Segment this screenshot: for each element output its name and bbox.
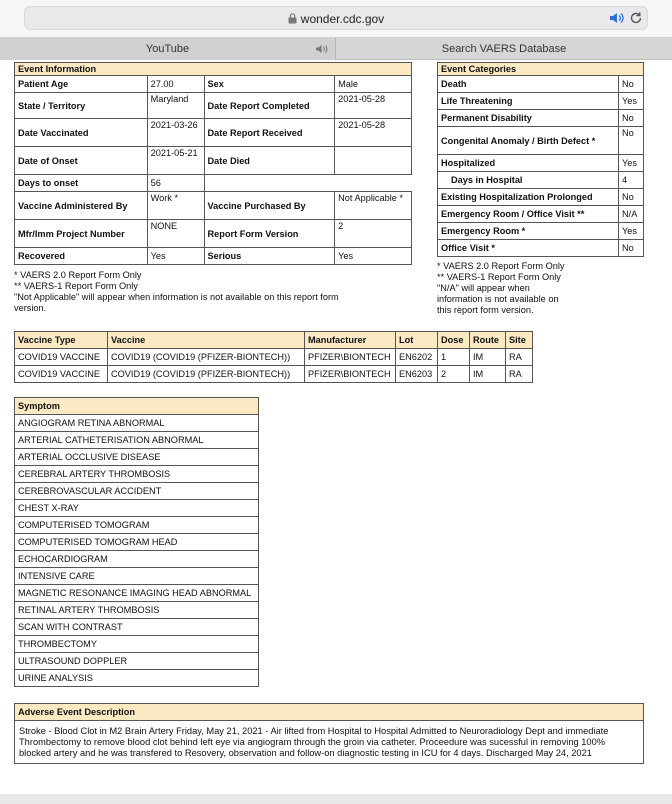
- table-cell: IM: [470, 366, 506, 383]
- label: State / Territory: [15, 93, 148, 119]
- label: Vaccine Administered By: [15, 192, 148, 220]
- sex-value: Male: [335, 76, 412, 93]
- event-categories-table: [437, 62, 644, 257]
- label: Congenital Anomaly / Birth Defect *: [438, 127, 619, 155]
- symptom-item: RETINAL ARTERY THROMBOSIS: [15, 602, 259, 619]
- table-row: [15, 349, 533, 366]
- list-item: [15, 534, 259, 551]
- column-header: Vaccine: [108, 332, 305, 349]
- label: Life Threatening: [438, 93, 619, 110]
- list-item: [15, 602, 259, 619]
- value: No: [619, 127, 644, 155]
- table-cell: 1: [438, 349, 470, 366]
- symptom-item: ANGIOGRAM RETINA ABNORMAL: [15, 415, 259, 432]
- symptom-item: CEREBROVASCULAR ACCIDENT: [15, 483, 259, 500]
- label: Date of Onset: [15, 147, 148, 175]
- reload-icon[interactable]: [629, 11, 643, 25]
- table-row: [15, 366, 533, 383]
- mfr-value: NONE: [147, 220, 204, 248]
- value: Yes: [619, 93, 644, 110]
- symptom-item: CHEST X-RAY: [15, 500, 259, 517]
- event-categories-notes: [437, 261, 647, 316]
- vax-purchased-by-value: Not Applicable *: [335, 192, 412, 220]
- lock-icon: [288, 13, 297, 24]
- table-cell: IM: [470, 349, 506, 366]
- event-information-header: Event Information: [15, 63, 412, 76]
- vax-admin-by-value: Work *: [147, 192, 204, 220]
- table-cell: PFIZER\BIONTECH: [305, 366, 396, 383]
- symptom-item: ARTERIAL OCCLUSIVE DISEASE: [15, 449, 259, 466]
- list-item: [15, 500, 259, 517]
- url-display[interactable]: [25, 12, 647, 26]
- label: Date Report Received: [204, 119, 335, 147]
- label: Serious: [204, 248, 335, 265]
- table-cell: 2: [438, 366, 470, 383]
- tab-label: YouTube: [145, 43, 190, 55]
- label: Date Vaccinated: [15, 119, 148, 147]
- list-item: [15, 585, 259, 602]
- table-cell: EN6202: [396, 349, 438, 366]
- column-header: Dose: [438, 332, 470, 349]
- list-item: [15, 517, 259, 534]
- list-item: [15, 432, 259, 449]
- symptom-item: SCAN WITH CONTRAST: [15, 619, 259, 636]
- list-item: [15, 653, 259, 670]
- value: No: [619, 76, 644, 93]
- table-cell: COVID19 (COVID19 (PFIZER-BIONTECH)): [108, 366, 305, 383]
- note: "N/A" will appear when: [437, 283, 530, 293]
- symptom-item: INTENSIVE CARE: [15, 568, 259, 585]
- symptom-item: COMPUTERISED TOMOGRAM: [15, 517, 259, 534]
- date-report-received-value: 2021-05-28: [335, 119, 412, 147]
- value: No: [619, 110, 644, 127]
- table-cell: COVID19 (COVID19 (PFIZER-BIONTECH)): [108, 349, 305, 366]
- note: ** VAERS-1 Report Form Only: [437, 272, 561, 282]
- recovered-value: Yes: [147, 248, 204, 265]
- symptom-item: URINE ANALYSIS: [15, 670, 259, 687]
- event-info-notes: [14, 270, 412, 314]
- list-item: [15, 551, 259, 568]
- symptom-item: THROMBECTOMY: [15, 636, 259, 653]
- dock-strip: [0, 794, 672, 804]
- symptom-header: Symptom: [15, 398, 259, 415]
- symptom-table: [14, 397, 259, 687]
- label: Death: [438, 76, 619, 93]
- value: No: [619, 189, 644, 206]
- label: Report Form Version: [204, 220, 335, 248]
- empty-cell: [204, 175, 411, 192]
- label: Existing Hospitalization Prolonged: [438, 189, 619, 206]
- list-item: [15, 483, 259, 500]
- value: Yes: [619, 155, 644, 172]
- column-header: Vaccine Type: [15, 332, 108, 349]
- adverse-event-table: [14, 703, 644, 764]
- value: No: [619, 240, 644, 257]
- column-header: Lot: [396, 332, 438, 349]
- value: 4: [619, 172, 644, 189]
- column-header: Manufacturer: [305, 332, 396, 349]
- list-item: [15, 415, 259, 432]
- value: Yes: [619, 223, 644, 240]
- table-cell: COVID19 VACCINE: [15, 349, 108, 366]
- address-bar[interactable]: [24, 6, 648, 30]
- event-information-table: [14, 62, 412, 265]
- speaker-icon[interactable]: [315, 44, 329, 54]
- browser-toolbar: [0, 0, 672, 38]
- days-onset-value: 56: [147, 175, 204, 192]
- column-header: Route: [470, 332, 506, 349]
- patient-age-value: 27.00: [147, 76, 204, 93]
- date-report-completed-value: 2021-05-28: [335, 93, 412, 119]
- url-text: wonder.cdc.gov: [300, 12, 385, 26]
- label: Permanent Disability: [438, 110, 619, 127]
- note: "Not Applicable" will appear when information is not available on this report form: [14, 292, 339, 302]
- symptom-item: CEREBRAL ARTERY THROMBOSIS: [15, 466, 259, 483]
- table-cell: EN6203: [396, 366, 438, 383]
- label: Vaccine Purchased By: [204, 192, 335, 220]
- table-cell: PFIZER\BIONTECH: [305, 349, 396, 366]
- speaker-icon[interactable]: [609, 11, 625, 25]
- table-cell: RA: [506, 366, 533, 383]
- label: Emergency Room *: [438, 223, 619, 240]
- table-cell: COVID19 VACCINE: [15, 366, 108, 383]
- adverse-event-header: Adverse Event Description: [15, 704, 644, 721]
- label: Hospitalized: [438, 155, 619, 172]
- note: this report form version.: [437, 305, 534, 315]
- tab-youtube[interactable]: [0, 38, 336, 60]
- label: Emergency Room / Office Visit **: [438, 206, 619, 223]
- symptom-item: ULTRASOUND DOPPLER: [15, 653, 259, 670]
- list-item: [15, 636, 259, 653]
- state-value: Maryland: [147, 93, 204, 119]
- value: N/A: [619, 206, 644, 223]
- column-header: Site: [506, 332, 533, 349]
- serious-value: Yes: [335, 248, 412, 265]
- event-categories-header: Event Categories: [438, 63, 644, 76]
- label: Sex: [204, 76, 335, 93]
- tab-label: Search VAERS Database: [441, 43, 567, 55]
- symptom-item: ECHOCARDIOGRAM: [15, 551, 259, 568]
- vaccine-table: [14, 331, 533, 383]
- label: Days in Hospital: [438, 172, 619, 189]
- label: Days to onset: [15, 175, 148, 192]
- label: Patient Age: [15, 76, 148, 93]
- list-item: [15, 619, 259, 636]
- note: * VAERS 2.0 Report Form Only: [437, 261, 565, 271]
- symptom-item: MAGNETIC RESONANCE IMAGING HEAD ABNORMAL: [15, 585, 259, 602]
- note: version.: [14, 303, 47, 313]
- symptom-item: COMPUTERISED TOMOGRAM HEAD: [15, 534, 259, 551]
- list-item: [15, 568, 259, 585]
- list-item: [15, 466, 259, 483]
- tab-bar: [0, 38, 672, 60]
- list-item: [15, 449, 259, 466]
- label: Date Report Completed: [204, 93, 335, 119]
- table-cell: RA: [506, 349, 533, 366]
- label: Office Visit *: [438, 240, 619, 257]
- date-vaccinated-value: 2021-03-26: [147, 119, 204, 147]
- note: information is not available on: [437, 294, 559, 304]
- adverse-event-description: Stroke - Blood Clot in M2 Brain Artery Friday, May 21, 2021 - Air lifted from Hospital to Hospital Admitted to Neuroradiology Dept and immediate Thrombectomy to remove blood clot behind left eye via angiogram through the groin via catheter. Proceedure was sucessful in removing 100% blocked artery and he was transfered to Resovery, observation and follow-on diagnostic testing in ICU for 4 days. Discharged May 24, 2021: [15, 721, 644, 764]
- date-onset-value: 2021-05-21: [147, 147, 204, 175]
- date-died-value: [335, 147, 412, 175]
- symptom-item: ARTERIAL CATHETERISATION ABNORMAL: [15, 432, 259, 449]
- note: * VAERS 2.0 Report Form Only: [14, 270, 142, 280]
- label: Recovered: [15, 248, 148, 265]
- report-form-value: 2: [335, 220, 412, 248]
- list-item: [15, 670, 259, 687]
- label: Date Died: [204, 147, 335, 175]
- label: Mfr/Imm Project Number: [15, 220, 148, 248]
- tab-search-vaers[interactable]: [336, 38, 672, 60]
- note: ** VAERS-1 Report Form Only: [14, 281, 138, 291]
